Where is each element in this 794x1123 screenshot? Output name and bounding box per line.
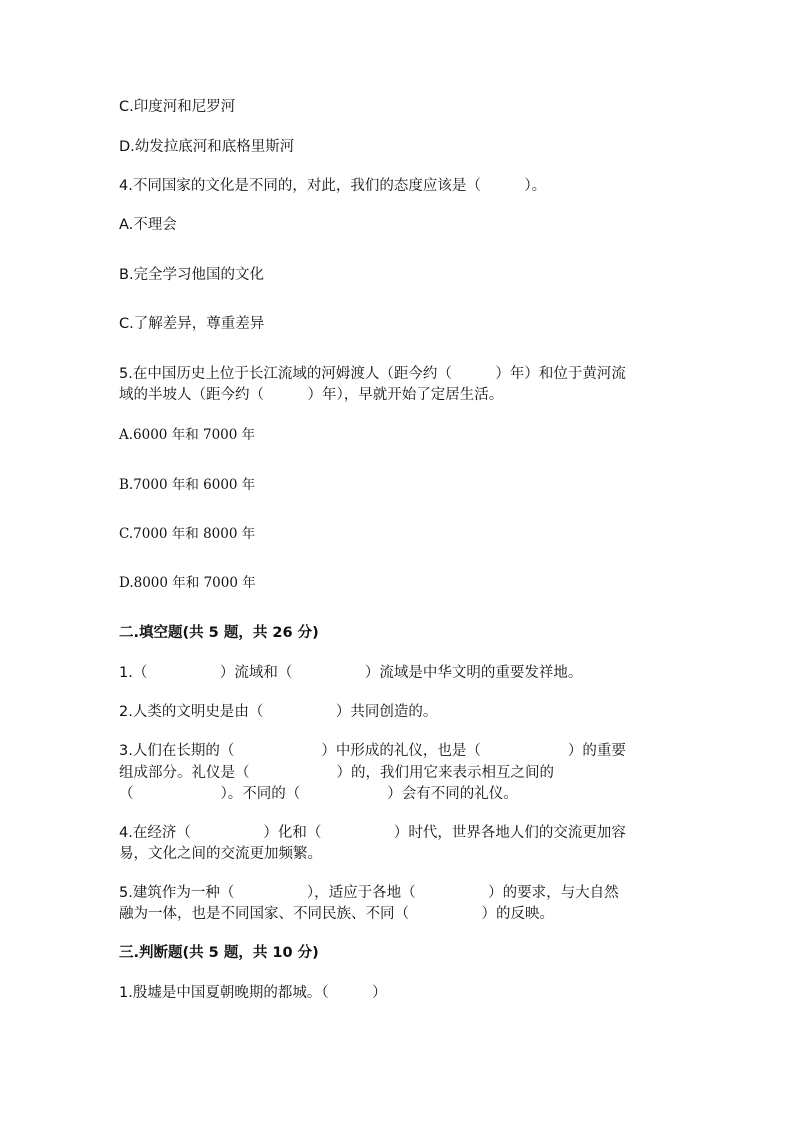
option-a: A.6000 年和 7000 年 (119, 427, 256, 443)
section-3-heading: 三.判断题(共 5 题，共 10 分) (119, 945, 319, 961)
option-c: C.印度河和尼罗河 (119, 99, 236, 115)
fill-question-3-line3: （ ）。不同的（ ）会有不同的礼仪。 (119, 786, 518, 802)
option-c: C.了解差异，尊重差异 (119, 316, 265, 332)
option-a: A.不理会 (119, 217, 177, 233)
option-d: D.8000 年和 7000 年 (119, 575, 256, 591)
question-4-stem: 4.不同国家的文化是不同的，对此，我们的态度应该是（ ）。 (119, 178, 547, 194)
question-5-stem-line2: 域的半坡人（距今约（ ）年），早就开始了定居生活。 (119, 387, 504, 403)
option-b: B.完全学习他国的文化 (119, 267, 265, 283)
fill-question-3-line2: 组成部分。礼仪是（ ）的，我们用它来表示相互之间的 (119, 765, 554, 781)
fill-question-1: 1.（ ）流域和（ ）流域是中华文明的重要发祥地。 (119, 665, 583, 681)
fill-question-4-line2: 易，文化之间的交流更加频繁。 (119, 846, 322, 862)
fill-question-2: 2.人类的文明史是由（ ）共同创造的。 (119, 704, 438, 720)
option-b: B.7000 年和 6000 年 (119, 477, 256, 493)
section-2-heading: 二.填空题(共 5 题，共 26 分) (119, 625, 319, 641)
judge-question-1: 1.殷墟是中国夏朝晚期的都城。（ ） (119, 985, 387, 1001)
fill-question-5-line1: 5.建筑作为一种（ ），适应于各地（ ）的要求，与大自然 (119, 885, 619, 901)
fill-question-5-line2: 融为一体，也是不同国家、不同民族、不同（ ）的反映。 (119, 906, 554, 922)
fill-question-3-line1: 3.人们在长期的（ ）中形成的礼仪，也是（ ）的重要 (119, 743, 626, 759)
option-d: D.幼发拉底河和底格里斯河 (119, 139, 295, 155)
question-5-stem-line1: 5.在中国历史上位于长江流域的河姆渡人（距今约（ ）年）和位于黄河流 (119, 366, 626, 382)
option-c: C.7000 年和 8000 年 (119, 526, 256, 542)
fill-question-4-line1: 4.在经济（ ）化和（ ）时代，世界各地人们的交流更加容 (119, 825, 626, 841)
